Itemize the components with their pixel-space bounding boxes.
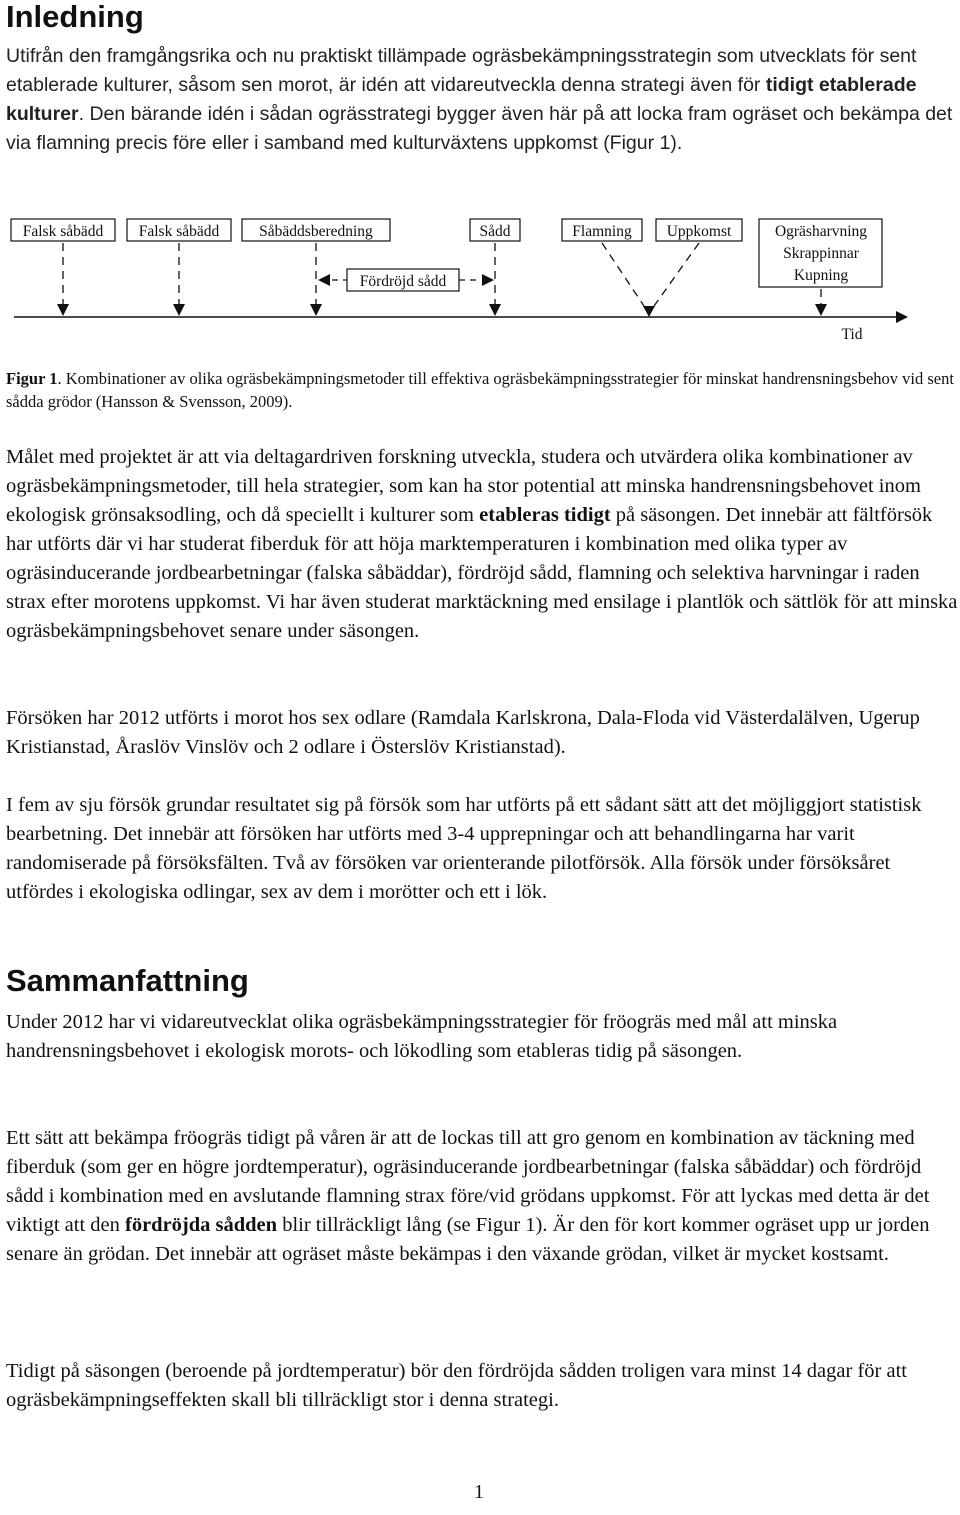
intro-paragraph: [6, 42, 956, 158]
time-axis: [14, 311, 908, 342]
intro-text-bold: tidigt etablerade kulturer: [6, 74, 917, 125]
page-number: 1: [474, 1481, 484, 1503]
box-uppkomst: [656, 219, 742, 241]
box-falsk-sabadd-1: [11, 219, 115, 241]
p6-text-b: blir tillräckligt lång (se Figur 1). Är den för kort kommer ogräset upp ur jorden senare än grödan. Det innebär att ogräset måste bekämpas i den växande grödan, vilket är mycket kostsamt.: [6, 1214, 930, 1265]
box-flamning: [562, 219, 642, 241]
p6-text-bold: fördröjda sådden: [125, 1214, 278, 1236]
body-paragraph-3: I fem av sju försök grundar resultatet sig på försök som har utförts på ett sådant sätt att det möjliggjort statistisk bearbetning. Det innebär att försöken har utförts med 3-4 upprepningar och att behandlingarna har varit randomiserade på försöksfälten. Två av försöken var orienterande pilotförsök. Alla försök under försöksåret utfördes i ekologiska odlingar, sex av dem i morötter och ett i lök.: [6, 794, 922, 903]
heading-inledning: Inledning: [6, 0, 144, 34]
intro-text-b: . Den bärande idén i sådan ogrässtrategi bygger även här på att locka fram ogräset och bekämpa det via flamning precis före eller i samband med kulturväxtens uppkomst (Figur 1).: [6, 103, 953, 154]
intro-text-a: Utifrån den framgångsrika och nu praktiskt tillämpade ogräsbekämpningsstrategin som utvecklats för sent etablerade kulturer, såsom sen morot, är idén att vidareutveckla denna strategi även för: [6, 45, 917, 96]
box-label: Sådd: [479, 223, 511, 240]
p2-text-b: på säsongen. Det innebär att fältförsök har utförts där vi har studerat fiberduk för att höja marktemperaturen i kombination med olika typer av ogräsinducerande jordbearbetningar (falska såbäddar), fördröjd sådd, flamning och selektiva harvningar i raden strax efter morotens uppkomst. Vi har även studerat marktäckning med ensilage i plantlök och sättlök för att minska ogräsbekämpningsbehovet senare under säsongen.: [6, 504, 958, 642]
caption-text: . Kombinationer av olika ogräsbekämpningsmetoder till effektiva ogräsbekämpningsstrategier för minskat handrensningsbehov vid sent sådda grödor (Hansson & Svensson, 2009).: [6, 369, 954, 411]
box-falsk-sabadd-2: [127, 219, 231, 241]
axis-label-tid: Tid: [841, 326, 863, 342]
figure-1-diagram: [0, 212, 960, 342]
caption-label: Figur 1: [6, 369, 58, 388]
figure-caption: [6, 367, 956, 413]
summary-paragraph-3: Tidigt på säsongen (beroende på jordtemperatur) bör den fördröjda sådden troligen vara minst 14 dagar för att ogräsbekämpningseffekten skall bli tillräckligt stor i denna strategi.: [6, 1360, 907, 1411]
p2-text-a: Målet med projektet är att via deltagardriven forskning utveckla, studera och utvärdera olika kombinationer av ogräsbekämpningsmetoder, till hela strategier, som kan ha stor potential att minska handrensningsbehovet inom ekologisk grönsaksodling, och då speciellt i kulturer som: [6, 446, 921, 526]
box-label: Fördröjd sådd: [359, 273, 447, 290]
box-fordrojd-sadd: [347, 269, 459, 291]
box-label: Flamning: [572, 223, 632, 240]
summary-paragraph-2: [6, 1124, 958, 1269]
box-ograsharvning: [759, 219, 882, 287]
summary-paragraph-1: Under 2012 har vi vidareutvecklat olika ogräsbekämpningsstrategier för fröogräs med mål att minska handrensningsbehovet i ekologisk morots- och lökodling som etableras tidig på säsongen.: [6, 1011, 838, 1062]
box-sadd: [470, 219, 520, 241]
body-paragraph-2: Försöken har 2012 utförts i morot hos sex odlare (Ramdala Karlskrona, Dala-Floda vid Västerdalälven, Ugerup Kristianstad, Åraslöv Vinslöv och 2 odlare i Österslöv Kristianstad).: [6, 707, 920, 758]
box-label: Falsk såbädd: [22, 223, 104, 240]
box-label: Falsk såbädd: [138, 223, 220, 240]
box-label: Uppkomst: [666, 223, 732, 240]
p6-text-a: Ett sätt att bekämpa fröogräs tidigt på våren är att de lockas till att gro genom en kombination av täckning med fiberduk (som ger en högre jordtemperatur), ogräsinducerande jordbearbetningar (falska såbäddar) och fördröjd sådd i kombination med en avslutande flamning strax före/vid grödans uppkomst. För att lyckas med detta är det viktigt att den: [6, 1127, 930, 1236]
box-label: Såbäddsberedning: [259, 223, 373, 240]
box-sabaddsberedning: [242, 219, 390, 241]
body-paragraph-1: [6, 443, 958, 646]
box-line-2: Skrappinnar: [783, 245, 859, 262]
heading-sammanfattning: Sammanfattning: [6, 963, 249, 998]
box-line-3: Kupning: [793, 267, 849, 284]
p2-text-bold: etableras tidigt: [479, 504, 611, 526]
box-line-1: Ogräsharvning: [774, 223, 868, 240]
